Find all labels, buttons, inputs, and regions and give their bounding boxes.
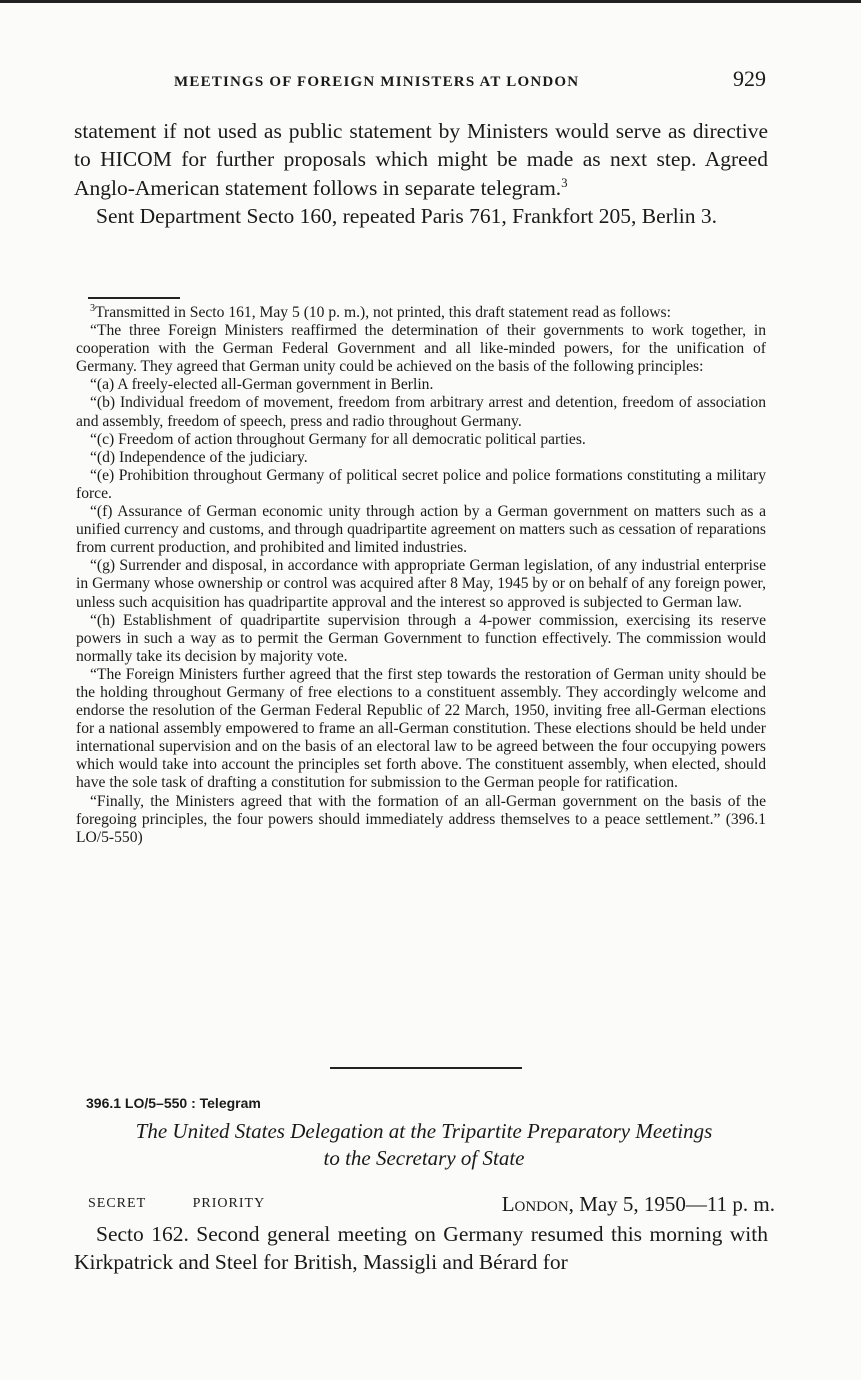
document-body-paragraph: Secto 162. Second general meeting on Germany resumed this morning with Kirkpatrick and Steel for British, Massigli and Bérard for <box>74 1222 768 1275</box>
document-title <box>74 1118 774 1172</box>
footnote-paragraph: “Finally, the Ministers agreed that with the formation of an all-German government on the basis of the foregoing principles, the four powers should immediately address themselves to a peace settlement.” (396.1 LO/5-550) <box>76 792 766 846</box>
footnote-paragraph: “The Foreign Ministers further agreed that the first step towards the restoration of German unity should be the holding throughout Germany of free elections to a constituent assembly. They accordingly welcome and endorse the resolution of the German Federal Republic of 22 March, 1950, inviting free all-German elections for a national assembly empowered to frame an all-German constitution. These elections should be held under international supervision and on the basis of an electoral law to be agreed between the four occupying powers which would take into account the principles set forth above. The constituent assembly, when elected, should have the sole task of drafting a constitution for submission to the German people for ratification. <box>76 665 766 792</box>
footnote <box>76 304 766 847</box>
section-separator <box>330 1067 522 1069</box>
footnote-paragraph: “The three Foreign Ministers reaffirmed the determination of their governments to work together, in cooperation with the German Federal Government and all like-minded powers, for the unification of Germany. They agreed that German unity could be achieved on the basis of the following principles: <box>76 322 766 376</box>
intro-paragraph-1-text: statement if not used as public statement by Ministers would serve as directive to HICOM for further proposals which might be made as next step. Agreed Anglo-American statement follows in separate telegram. <box>74 119 768 200</box>
page-top-border <box>0 0 861 3</box>
footnote-rule <box>88 297 180 299</box>
footnote-principle-a: “(a) A freely-elected all-German government in Berlin. <box>90 376 434 394</box>
page-header <box>74 66 774 96</box>
page-number: 929 <box>733 66 766 91</box>
footnote-principle-f: “(f) Assurance of German economic unity through action by a German government on matters such as a unified currency and customs, and through quadripartite agreement on matters such as cessation of reparations from current production, and prohibited and limited industries. <box>76 503 766 557</box>
footnote-principle-d: “(d) Independence of the judiciary. <box>90 448 308 466</box>
document-title-line-2: to the Secretary of State <box>323 1146 525 1170</box>
priority-label: PRIORITY <box>192 1196 266 1211</box>
classification-label: SECRET <box>88 1196 147 1211</box>
footnote-principle-b: “(b) Individual freedom of movement, freedom from arbitrary arrest and detention, freedom of association and assembly, freedom of speech, press and radio throughout Germany. <box>76 394 766 430</box>
footnote-principle-c: “(c) Freedom of action throughout Germany for all democratic political parties. <box>90 430 586 448</box>
dateline-place: London, <box>501 1192 574 1216</box>
footnote-principle-g: “(g) Surrender and disposal, in accordance with appropriate German legislation, of any industrial enterprise in Germany whose ownership or control was acquired after 8 May, 1945 by or on behalf of any foreign power, unless such acquisition has quadripartite approval and the interest so approved is subjected to German law. <box>76 557 766 611</box>
intro-paragraph-1 <box>74 117 768 202</box>
file-reference: 396.1 LO/5–550 : Telegram <box>86 1095 261 1111</box>
classification-line <box>88 1196 307 1212</box>
document-body <box>74 1220 768 1277</box>
document-title-line-1: The United States Delegation at the Tripartite Preparatory Meetings <box>135 1119 713 1143</box>
footnote-mark: 3 <box>90 302 96 314</box>
footnote-principle-e: “(e) Prohibition throughout Germany of political secret police and police formations constituting a military force. <box>76 466 766 502</box>
dateline <box>502 1192 775 1217</box>
footnote-reference: 3 <box>561 175 568 190</box>
footnote-principle-h: “(h) Establishment of quadripartite supervision through a 4-power commission, exercising its reserve powers in such a way as to permit the German Government to function effectively. The commission would normally take its decision by majority vote. <box>76 611 766 665</box>
footnote-intro <box>76 304 766 322</box>
intro-text <box>74 117 768 230</box>
footnote-intro-text: Transmitted in Secto 161, May 5 (10 p. m.), not printed, this draft statement read as follows: <box>95 304 671 321</box>
dateline-date: May 5, 1950—11 p. m. <box>579 1192 775 1216</box>
intro-paragraph-2: Sent Department Secto 160, repeated Paris 761, Frankfort 205, Berlin 3. <box>96 203 717 228</box>
running-head: MEETINGS OF FOREIGN MINISTERS AT LONDON <box>174 74 580 90</box>
